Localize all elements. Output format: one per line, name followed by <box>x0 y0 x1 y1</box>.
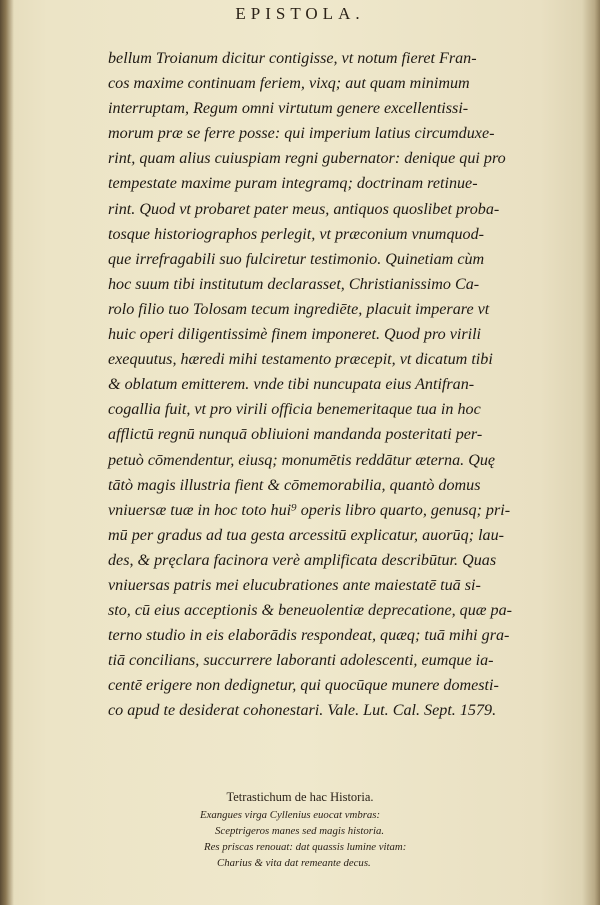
text-line: morum præ se ferre posse: qui imperium latius circumduxe- <box>108 124 495 143</box>
text-line: rolo filio tuo Tolosam tecum ingrediēte, placuit imperare vt <box>108 299 490 318</box>
text-line: vniuersæ tuæ in hoc toto hui⁹ operis libro quarto, genusq; pri- <box>108 500 511 519</box>
text-line: cogallia fuit, vt pro virili officia benemeritaque tua in hoc <box>108 400 481 419</box>
tetrastichum-title: Tetrastichum de hac Historia. <box>226 790 374 804</box>
epistle-body <box>108 46 568 724</box>
text-line: que irrefragabili suo fulciretur testimonio. Quinetiam cùm <box>108 249 485 268</box>
text-line: hoc suum tibi institutum declarasset, Christianissimo Ca- <box>108 274 480 293</box>
text-line: rint, quam alius cuiuspiam regni gubernator: denique qui pro <box>108 149 506 168</box>
text-line: exequutus, hæredi mihi testamento præcepit, vt dicatum tibi <box>108 350 493 369</box>
text-line: terno studio in eis elaborādis respondeat, quæq; tuā mihi gra- <box>108 626 510 645</box>
closing-line: co apud te desiderat cohonestari. Vale. Lut. Cal. Sept. 1579. <box>108 701 497 720</box>
text-line: mū per gradus ad tua gesta arcessitū explicatur, auorūq; lau- <box>108 525 505 544</box>
page-edge-shadow <box>582 0 600 905</box>
text-line: interruptam, Regum omni virtutum genere excellentissi- <box>108 99 469 118</box>
text-line: cos maxime continuam feriem, vixq; aut quam minimum <box>108 74 470 93</box>
text-line: bellum Troianum dicitur contigisse, vt notum fieret Fran- <box>108 49 477 67</box>
text-line: tosque historiographos perlegit, vt præconium vnumquod- <box>108 224 485 243</box>
text-line: des, & pręclara facinora verè amplificata describūtur. Quas <box>108 550 497 569</box>
text-line: afflictū regnū nunquā obliuioni mandanda posteritati per- <box>108 425 483 444</box>
verse-line: Res priscas renouat: dat quassis lumine vitam: <box>204 841 407 853</box>
book-gutter-shadow <box>0 0 14 905</box>
text-line: huic operi diligentissimè finem imponeret. Quod pro virili <box>108 325 482 344</box>
verse-line: Sceptrigeros manes sed magis historia. <box>215 825 385 837</box>
text-line: centē erigere non dedignetur, qui quocūque munere domesti- <box>108 676 499 695</box>
text-line: tiā concilians, succurrere laboranti adolescenti, eumque ia- <box>108 651 494 670</box>
text-line: sto, cū eius acceptionis & beneuolentiæ deprecatione, quæ pa- <box>108 601 513 620</box>
text-line: tempestate maxime puram integramq; doctrinam retinue- <box>108 174 478 193</box>
text-line: & oblatum emitterem. vnde tibi nuncupata eius Antifran- <box>108 375 475 394</box>
tetrastichum-verses <box>200 807 500 871</box>
text-line: vniuersas patris mei elucubrationes ante maiestatē tuā si- <box>108 575 481 594</box>
running-header: EPISTOLA. <box>235 4 365 23</box>
text-line: tātò magis illustria fient & cōmemorabilia, quantò domus <box>108 475 481 494</box>
text-line: petuò cōmendentur, eiusq; monumētis reddātur æterna. Quę <box>108 450 496 469</box>
verse-line: Exangues virga Cyllenius euocat vmbras: <box>200 809 381 821</box>
text-line: rint. Quod vt probaret pater meus, antiquos quoslibet proba- <box>108 199 500 218</box>
verse-line: Charius & vita dat remeante decus. <box>217 857 371 869</box>
